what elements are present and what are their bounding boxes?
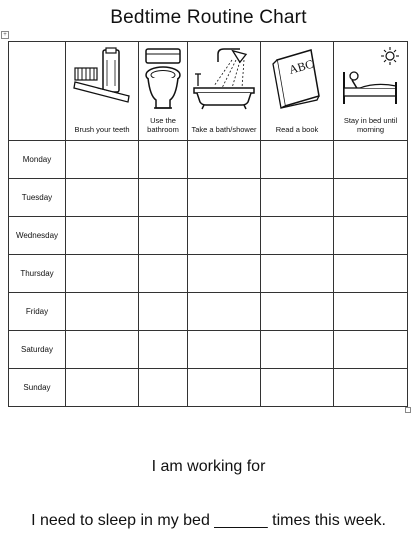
check-cell[interactable] — [188, 293, 261, 331]
table-move-handle[interactable]: + — [1, 31, 9, 39]
check-cell[interactable] — [334, 217, 408, 255]
check-cell[interactable] — [66, 331, 139, 369]
toothbrush-icon — [71, 46, 133, 108]
toilet-icon — [142, 46, 184, 112]
check-cell[interactable] — [139, 179, 188, 217]
check-cell[interactable] — [188, 141, 261, 179]
day-row — [9, 179, 408, 217]
day-row — [9, 141, 408, 179]
check-cell[interactable] — [334, 255, 408, 293]
day-label: Sunday — [9, 369, 66, 407]
column-header-read-book — [261, 42, 334, 141]
day-label: Wednesday — [9, 217, 66, 255]
check-cell[interactable] — [66, 179, 139, 217]
column-label: Brush your teeth — [74, 125, 130, 134]
svg-text:ABC: ABC — [287, 56, 315, 77]
column-label: Take a bath/shower — [191, 125, 257, 134]
check-cell[interactable] — [139, 331, 188, 369]
bed-sun-icon — [340, 46, 402, 108]
book-icon — [269, 46, 325, 110]
check-cell[interactable] — [139, 255, 188, 293]
day-label: Friday — [9, 293, 66, 331]
check-cell[interactable] — [139, 141, 188, 179]
check-cell[interactable] — [261, 293, 334, 331]
check-cell[interactable] — [334, 331, 408, 369]
check-cell[interactable] — [334, 293, 408, 331]
check-cell[interactable] — [261, 369, 334, 407]
check-cell[interactable] — [139, 293, 188, 331]
chart-title: Bedtime Routine Chart — [110, 7, 307, 28]
column-header-stay-in-bed — [334, 42, 408, 141]
check-cell[interactable] — [188, 217, 261, 255]
check-cell[interactable] — [66, 141, 139, 179]
column-label: Read a book — [275, 125, 319, 134]
column-header-bathroom — [139, 42, 188, 141]
day-row — [9, 217, 408, 255]
check-cell[interactable] — [334, 141, 408, 179]
day-row — [9, 293, 408, 331]
check-cell[interactable] — [261, 255, 334, 293]
check-cell[interactable] — [261, 331, 334, 369]
day-label: Saturday — [9, 331, 66, 369]
column-header-bath — [188, 42, 261, 141]
check-cell[interactable] — [139, 369, 188, 407]
working-for-text: I am working for — [151, 458, 266, 475]
check-cell[interactable] — [66, 217, 139, 255]
column-label: Stay in bed until morning — [343, 116, 398, 134]
check-cell[interactable] — [188, 255, 261, 293]
bathtub-icon — [192, 46, 256, 110]
corner-cell — [9, 42, 66, 141]
check-cell[interactable] — [188, 179, 261, 217]
check-cell[interactable] — [261, 217, 334, 255]
check-cell[interactable] — [334, 179, 408, 217]
column-label: Use the bathroom — [147, 116, 179, 134]
check-cell[interactable] — [188, 369, 261, 407]
check-cell[interactable] — [188, 331, 261, 369]
day-label: Monday — [9, 141, 66, 179]
column-header-brush-teeth — [66, 42, 139, 141]
check-cell[interactable] — [66, 369, 139, 407]
check-cell[interactable] — [261, 179, 334, 217]
day-label: Tuesday — [9, 179, 66, 217]
check-cell[interactable] — [66, 255, 139, 293]
table-resize-handle[interactable] — [405, 407, 411, 413]
day-row — [9, 331, 408, 369]
sleep-goal-text: I need to sleep in my bed ______ times this week. — [31, 512, 386, 529]
header-row — [9, 42, 408, 141]
check-cell[interactable] — [139, 217, 188, 255]
day-label: Thursday — [9, 255, 66, 293]
check-cell[interactable] — [66, 293, 139, 331]
day-row — [9, 255, 408, 293]
check-cell[interactable] — [334, 369, 408, 407]
check-cell[interactable] — [261, 141, 334, 179]
routine-table — [8, 41, 408, 407]
day-row — [9, 369, 408, 407]
